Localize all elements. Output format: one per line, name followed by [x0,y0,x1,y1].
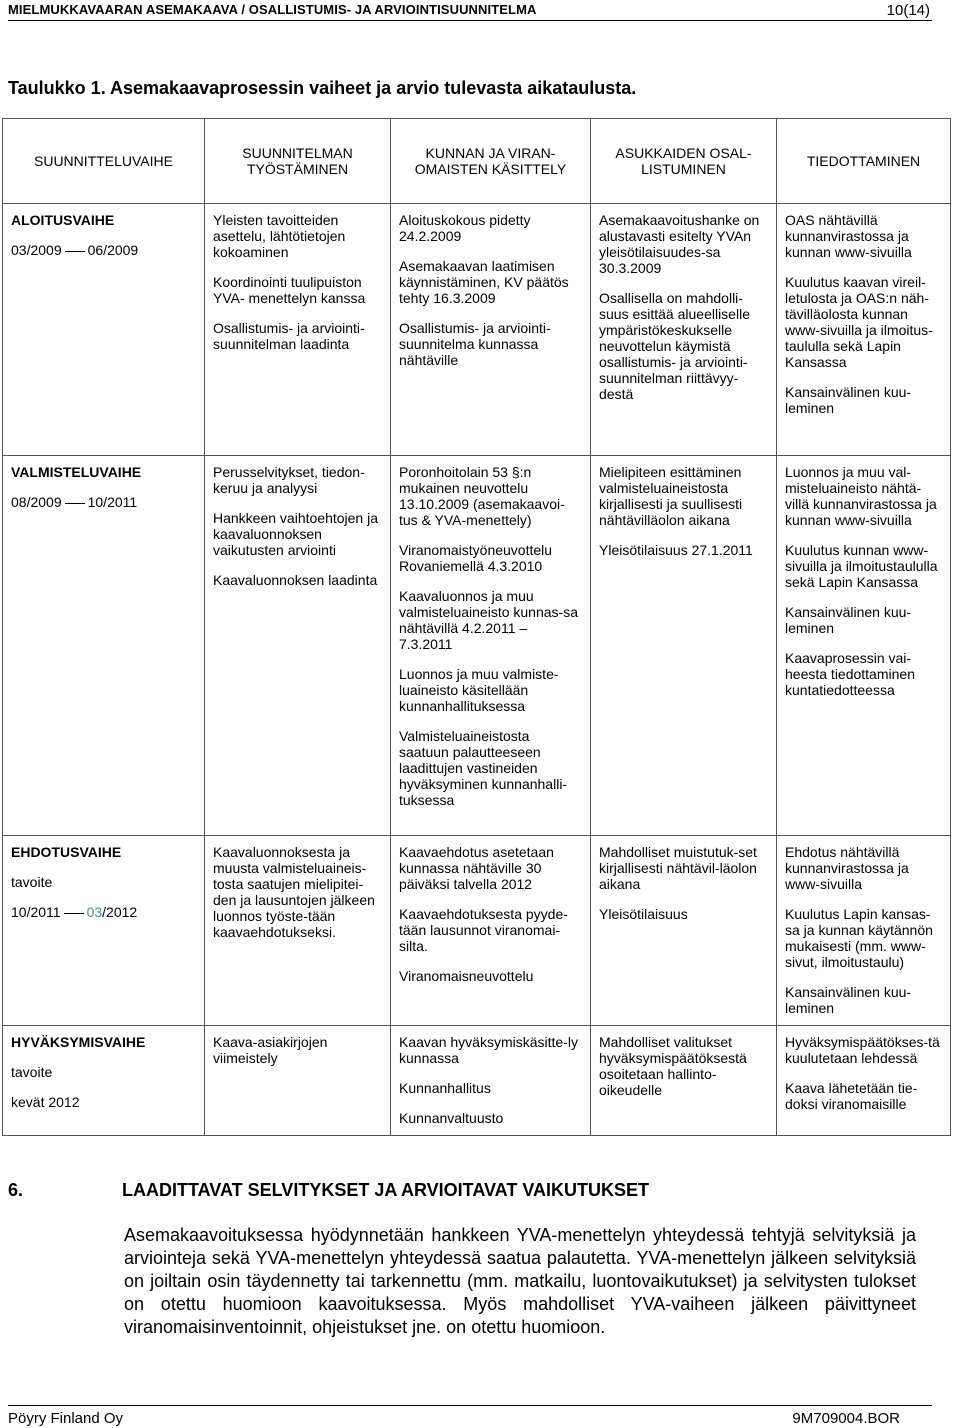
table-cell [777,204,951,456]
column-header: KUNNAN JA VIRAN-OMAISTEN KÄSITTELY [391,119,591,204]
section-title: LAADITTAVAT SELVITYKSET JA ARVIOITAVAT VAIKUTUKSET [122,1180,650,1200]
cell-paragraph: Hankkeen vaihtoehtojen ja kaavaluonnoksen vaikutusten arviointi [213,510,379,558]
cell-paragraph: OAS nähtävillä kunnanvirastossa ja kunnan www-sivuilla [785,212,912,260]
cell-paragraph: Kansainvälinen kuu-leminen [785,984,912,1016]
phase-cell [3,836,205,1026]
phase-cell [3,456,205,836]
footer-document-code: 9M709004.BOR [792,1410,900,1427]
cell-paragraph: Viranomaistyöneuvottelu Rovaniemellä 4.3.2010 [399,542,553,574]
table-row [3,1026,951,1136]
cell-paragraph: Mahdolliset muistutuk-set kirjallisesti nähtävil-läolon aikana [599,844,757,892]
table-cell [591,836,777,1026]
cell-paragraph: Asemakaavoitushanke on alustavasti esitelty YVAn yleisötilaisuudes-sa 30.3.2009 [599,212,760,276]
cell-paragraph: Kaava-asiakirjojen viimeistely [213,1034,328,1066]
table-header-row [3,119,951,204]
cell-paragraph: Kunnanvaltuusto [399,1110,504,1126]
phase-cell [3,1026,205,1136]
phase-schedule [11,494,196,510]
cell-paragraph: Mielipiteen esittäminen valmisteluaineistosta kirjallisesti ja suullisesti nähtävilläolon aikana [599,464,743,528]
table-cell [591,204,777,456]
table-cell [391,1026,591,1136]
phase-start: kevät 2012 [11,1094,80,1110]
cell-paragraph: Valmisteluaineistosta saatuun palautteeseen laadittujen vastineiden hyväksyminen kunnanhalli-tuksessa [399,728,568,808]
phase-start: 10/2011 [11,904,61,920]
phase-goal-label: tavoite [11,1064,53,1080]
date-range-dash [65,503,85,504]
table-cell [391,204,591,456]
cell-paragraph: Kuulutus kaavan vireil-letulosta ja OAS:n näh-tävilläolosta kunnan www-sivuilla ja ilmoitus-taululla sekä Lapin Kansassa [785,274,933,370]
table-cell [205,1026,391,1136]
phase-name: VALMISTELUVAIHE [11,464,142,480]
table-row [3,204,951,456]
table-cell [591,1026,777,1136]
cell-paragraph: Kaavaluonnos ja muu valmisteluaineisto kunnas-sa nähtävillä 4.2.2011 – 7.3.2011 [399,588,578,652]
cell-paragraph: Koordinointi tuulipuiston YVA- menettelyn kanssa [213,274,366,306]
cell-paragraph: Ehdotus nähtävillä kunnanvirastossa ja www-sivuilla [785,844,909,892]
table-body [3,204,951,1136]
phase-end: 10/2011 [87,494,138,510]
cell-paragraph: Aloituskokous pidetty 24.2.2009 [399,212,531,244]
cell-paragraph: Kuulutus kunnan www-sivuilla ja ilmoitustaululla sekä Lapin Kansassa [785,542,938,590]
phase-start: 08/2009 [11,494,62,510]
section-number: 6. [8,1180,24,1200]
phase-end: /2012 [102,904,138,920]
column-header: TIEDOTTAMINEN [777,119,951,204]
column-header: SUUNNITTELUVAIHE [3,119,205,204]
section-body: Asemakaavoituksessa hyödynnetään hankkeen YVA-menettelyn yhteydessä tehtyjä selvityksiä ja arviointeja sekä YVA-menettelyn yhteydessä saatua palautetta. YVA-menettelyn jälkeen selvityksiä on joiltain osin täydennetty tai tarkennettu (mm. matkailu, luontovaikutukset) ja selvitysten tulokset on otettu huomioon kaavoituksessa. Myös mahdolliset YVA-vaiheen jälkeen päivittyneet viranomaisinventoinnit, ohjeistukset jne. on otettu huomioon. [124,1225,916,1337]
phase-cell [3,204,205,456]
phase-end: 06/2009 [87,242,139,258]
cell-paragraph: Kunnanhallitus [399,1080,491,1096]
cell-paragraph: Asemakaavan laatimisen käynnistäminen, KV päätös tehty 16.3.2009 [399,258,569,306]
schedule-table [2,118,951,1136]
cell-paragraph: Yleisötilaisuus 27.1.2011 [599,542,753,558]
footer-divider [8,1405,932,1406]
table-cell [391,836,591,1026]
column-header: SUUNNITELMAN TYÖSTÄMINEN [205,119,391,204]
document-header-title: MIELMUKKAVAARAN ASEMAKAAVA / OSALLISTUMIS- JA ARVIOINTISUUNNITELMA [8,2,537,17]
table-row [3,456,951,836]
phase-name: HYVÄKSYMISVAIHE [11,1034,146,1050]
cell-paragraph: Luonnos ja muu valmiste-luaineisto käsitellään kunnanhallituksessa [399,666,559,714]
cell-paragraph: Luonnos ja muu val-misteluaineisto nähtä-villä kunnanvirastossa ja kunnan www-sivuilla [785,464,937,528]
cell-paragraph: Viranomaisneuvottelu [399,968,534,984]
cell-paragraph: Kaavaehdotuksesta pyyde-tään lausunnot viranomai-silta. [399,906,568,954]
table-row [3,836,951,1026]
cell-paragraph: Poronhoitolain 53 §:n mukainen neuvottelu 13.10.2009 (asemakaavoi-tus & YVA-menettely) [399,464,565,528]
footer-company: Pöyry Finland Oy [8,1410,124,1427]
column-header: ASUKKAIDEN OSAL-LISTUMINEN [591,119,777,204]
table-cell [777,456,951,836]
phase-name: EHDOTUSVAIHE [11,844,122,860]
phase-end-highlight: 03 [86,904,103,920]
table-cell [205,836,391,1026]
cell-paragraph: Kaavaehdotus asetetaan kunnassa nähtäville 30 päiväksi talvella 2012 [399,844,554,892]
page-number: 10(14) [886,2,930,19]
phase-goal-label: tavoite [11,874,53,890]
cell-paragraph: Kansainvälinen kuu-leminen [785,384,912,416]
date-range-dash [64,913,84,914]
header-divider [8,20,932,21]
table-cell [205,456,391,836]
cell-paragraph: Osallistumis- ja arviointi-suunnitelma kunnassa nähtäville [399,320,551,368]
cell-paragraph: Kansainvälinen kuu-leminen [785,604,912,636]
phase-schedule [11,1094,196,1110]
table-cell [591,456,777,836]
cell-paragraph: Kaavaluonnoksesta ja muusta valmisteluaineis-tosta saatujen mielipitei-den ja lausuntojen jälkeen luonnos työste-tään kaavaehdotukseksi. [213,844,375,940]
cell-paragraph: Kuulutus Lapin kansas-sa ja kunnan käytännön mukaisesti (mm. www-sivut, ilmoitustaulu) [785,906,933,970]
cell-paragraph: Kaavaprosessin vai-heesta tiedottaminen kuntatiedotteessa [785,650,915,698]
phase-schedule [11,242,196,258]
phase-schedule [11,904,196,920]
cell-paragraph: Kaava lähetetään tie-doksi viranomaisille [785,1080,918,1112]
table-cell [391,456,591,836]
phase-start: 03/2009 [11,242,62,258]
cell-paragraph: Hyväksymispäätökses-tä kuulutetaan lehdessä [785,1034,940,1066]
date-range-dash [65,251,85,252]
cell-paragraph: Perusselvitykset, tiedon-keruu ja analyysi [213,464,365,496]
cell-paragraph: Yleisten tavoitteiden asettelu, lähtötietojen kokoaminen [213,212,346,260]
cell-paragraph: Kaavaluonnoksen laadinta [213,572,378,588]
cell-paragraph: Osallistumis- ja arviointi-suunnitelman laadinta [213,320,365,352]
cell-paragraph: Osallisella on mahdolli-suus esittää alueelliselle ympäristökeskukselle neuvottelun käymistä osallistumis- ja arviointi-suunnitelman riittävyy-destä [599,290,750,402]
table-cell [205,204,391,456]
table-cell [777,1026,951,1136]
cell-paragraph: Mahdolliset valitukset hyväksymispäätöksestä osoitetaan hallinto-oikeudelle [599,1034,747,1098]
table-cell [777,836,951,1026]
phase-name: ALOITUSVAIHE [11,212,115,228]
table-caption: Taulukko 1. Asemakaavaprosessin vaiheet ja arvio tulevasta aikataulusta. [8,78,637,98]
cell-paragraph: Yleisötilaisuus [599,906,688,922]
cell-paragraph: Kaavan hyväksymiskäsitte-ly kunnassa [399,1034,578,1066]
